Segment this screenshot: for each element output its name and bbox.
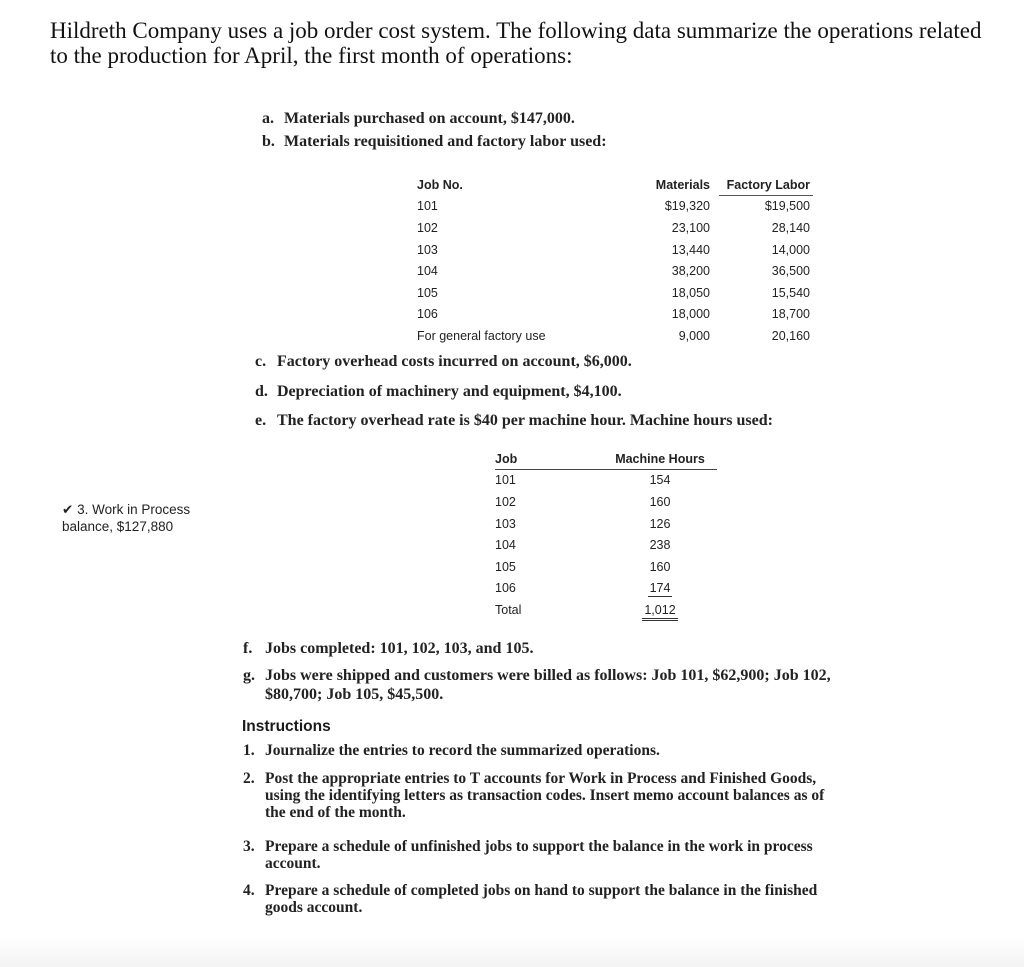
table-header-row — [417, 174, 810, 196]
item-a — [262, 110, 575, 128]
item-b-text: Materials requisitioned and factory labor used: — [284, 133, 607, 150]
job-cell: 106 — [417, 307, 438, 322]
instructions-title: Instructions — [242, 718, 331, 735]
total-value: 1,012 — [642, 603, 677, 621]
instruction-number: 1. — [243, 742, 255, 759]
labor-cell: 18,700 — [771, 307, 810, 322]
item-a-label: a. — [262, 110, 274, 127]
instruction-text-line: using the identifying letters as transaction codes. Insert memo account balances as of — [265, 787, 825, 804]
table-row — [417, 217, 810, 239]
table-row — [495, 556, 715, 578]
item-b-label: b. — [262, 133, 275, 150]
job-cell: For general factory use — [417, 328, 546, 343]
item-c-text: Factory overhead costs incurred on account, $6,000. — [277, 353, 632, 370]
item-e-text: The factory overhead rate is $40 per machine hour. Machine hours used: — [277, 412, 773, 429]
table-row — [417, 196, 810, 218]
instruction-text-line: goods account. — [265, 899, 363, 916]
table-row — [495, 578, 715, 600]
labor-cell: 36,500 — [771, 264, 810, 279]
hours-cell: 126 — [649, 516, 671, 531]
labor-cell: 28,140 — [771, 220, 810, 235]
materials-cell: 23,100 — [671, 220, 710, 235]
job-cell: 103 — [495, 516, 516, 531]
instruction-text-line: Prepare a schedule of unfinished jobs to support the balance in the work in process — [265, 838, 813, 855]
job-cell: 104 — [495, 538, 516, 553]
item-e — [255, 412, 773, 430]
item-c-label: c. — [255, 353, 267, 370]
table-row — [417, 304, 810, 326]
job-cell: 106 — [495, 581, 516, 596]
job-cell: 102 — [495, 494, 516, 509]
table-row — [495, 513, 715, 535]
hours-cell: 160 — [649, 494, 671, 509]
item-a-text: Materials purchased on account, $147,000. — [284, 110, 575, 127]
col-header-materials: Materials — [655, 177, 710, 192]
item-g-label: g. — [243, 667, 255, 684]
job-cell: 101 — [495, 473, 516, 488]
col-header-job-no: Job No. — [417, 177, 463, 192]
machine-hours-table — [495, 448, 715, 621]
materials-cell: 18,000 — [671, 307, 710, 322]
col-header-factory-labor: Factory Labor — [726, 177, 810, 192]
item-g-text-line1: Jobs were shipped and customers were billed as follows: Job 101, $62,900; Job 102, — [265, 667, 831, 684]
table-row — [417, 260, 810, 282]
table-row — [417, 239, 810, 261]
instruction-number: 2. — [243, 770, 255, 787]
hours-cell — [605, 578, 715, 600]
job-cell: 105 — [417, 285, 438, 300]
table-row — [417, 282, 810, 304]
hours-last-value: 174 — [649, 581, 671, 596]
total-cell — [605, 599, 715, 621]
item-f — [243, 640, 533, 658]
materials-cell: 18,050 — [671, 285, 710, 300]
job-cell: 105 — [495, 559, 516, 574]
instruction-number: 4. — [243, 882, 255, 899]
job-cell: 102 — [417, 220, 438, 235]
instruction-text-line: Prepare a schedule of completed jobs on hand to support the balance in the finished — [265, 882, 818, 899]
table-header-row — [495, 448, 715, 470]
labor-header-underline — [719, 195, 813, 196]
col-header-machine-hours: Machine Hours — [615, 451, 705, 466]
instruction-text-line: account. — [265, 855, 321, 872]
job-cell: 103 — [417, 242, 438, 257]
hours-header-underline — [495, 469, 717, 470]
labor-cell: 14,000 — [771, 242, 810, 257]
hours-cell: 160 — [649, 559, 671, 574]
margin-note-line2: balance, $127,880 — [62, 519, 174, 534]
item-f-label: f. — [243, 640, 253, 657]
instruction-number: 3. — [243, 838, 255, 855]
table-row — [495, 470, 715, 492]
materials-cell: $19,320 — [664, 199, 710, 214]
job-cell: 101 — [417, 199, 438, 214]
item-d-text: Depreciation of machinery and equipment, $4,100. — [277, 383, 622, 400]
hours-cell: 238 — [649, 538, 671, 553]
materials-labor-table — [417, 174, 810, 347]
materials-cell: 9,000 — [678, 328, 710, 343]
materials-cell: 38,200 — [671, 264, 710, 279]
hours-cell: 154 — [649, 473, 671, 488]
item-g — [243, 666, 831, 704]
instruction-text-line: the end of the month. — [265, 804, 406, 821]
labor-cell: 20,160 — [771, 328, 810, 343]
item-b — [262, 133, 607, 151]
table-row — [417, 325, 810, 347]
item-c — [255, 353, 632, 371]
item-d-label: d. — [255, 383, 268, 400]
total-row — [495, 599, 715, 621]
job-cell: 104 — [417, 264, 438, 279]
instruction-text-line: Journalize the entries to record the summarized operations. — [265, 742, 660, 759]
col-header-job: Job — [495, 451, 518, 466]
check-icon: ✔ — [62, 502, 74, 517]
item-d — [255, 383, 622, 401]
instruction-step — [243, 770, 824, 821]
intro-paragraph: Hildreth Company uses a job order cost system. The following data summarize the operations related to the production for April, the first month of operations: — [50, 18, 982, 68]
bottom-edge — [0, 935, 1024, 967]
margin-note — [62, 501, 190, 535]
margin-note-line1: 3. Work in Process — [77, 502, 191, 517]
labor-cell: $19,500 — [764, 199, 810, 214]
instruction-step — [243, 882, 817, 916]
instruction-text-line: Post the appropriate entries to T accounts for Work in Process and Finished Goods, — [265, 770, 817, 787]
table-row — [495, 491, 715, 513]
item-e-label: e. — [255, 412, 267, 429]
materials-cell: 13,440 — [671, 242, 710, 257]
item-g-text-line2: $80,700; Job 105, $45,500. — [265, 686, 444, 703]
table-row — [495, 534, 715, 556]
instruction-step — [243, 742, 660, 759]
total-label: Total — [495, 602, 522, 617]
item-f-text: Jobs completed: 101, 102, 103, and 105. — [265, 640, 534, 657]
instruction-step — [243, 838, 813, 872]
labor-cell: 15,540 — [771, 285, 810, 300]
